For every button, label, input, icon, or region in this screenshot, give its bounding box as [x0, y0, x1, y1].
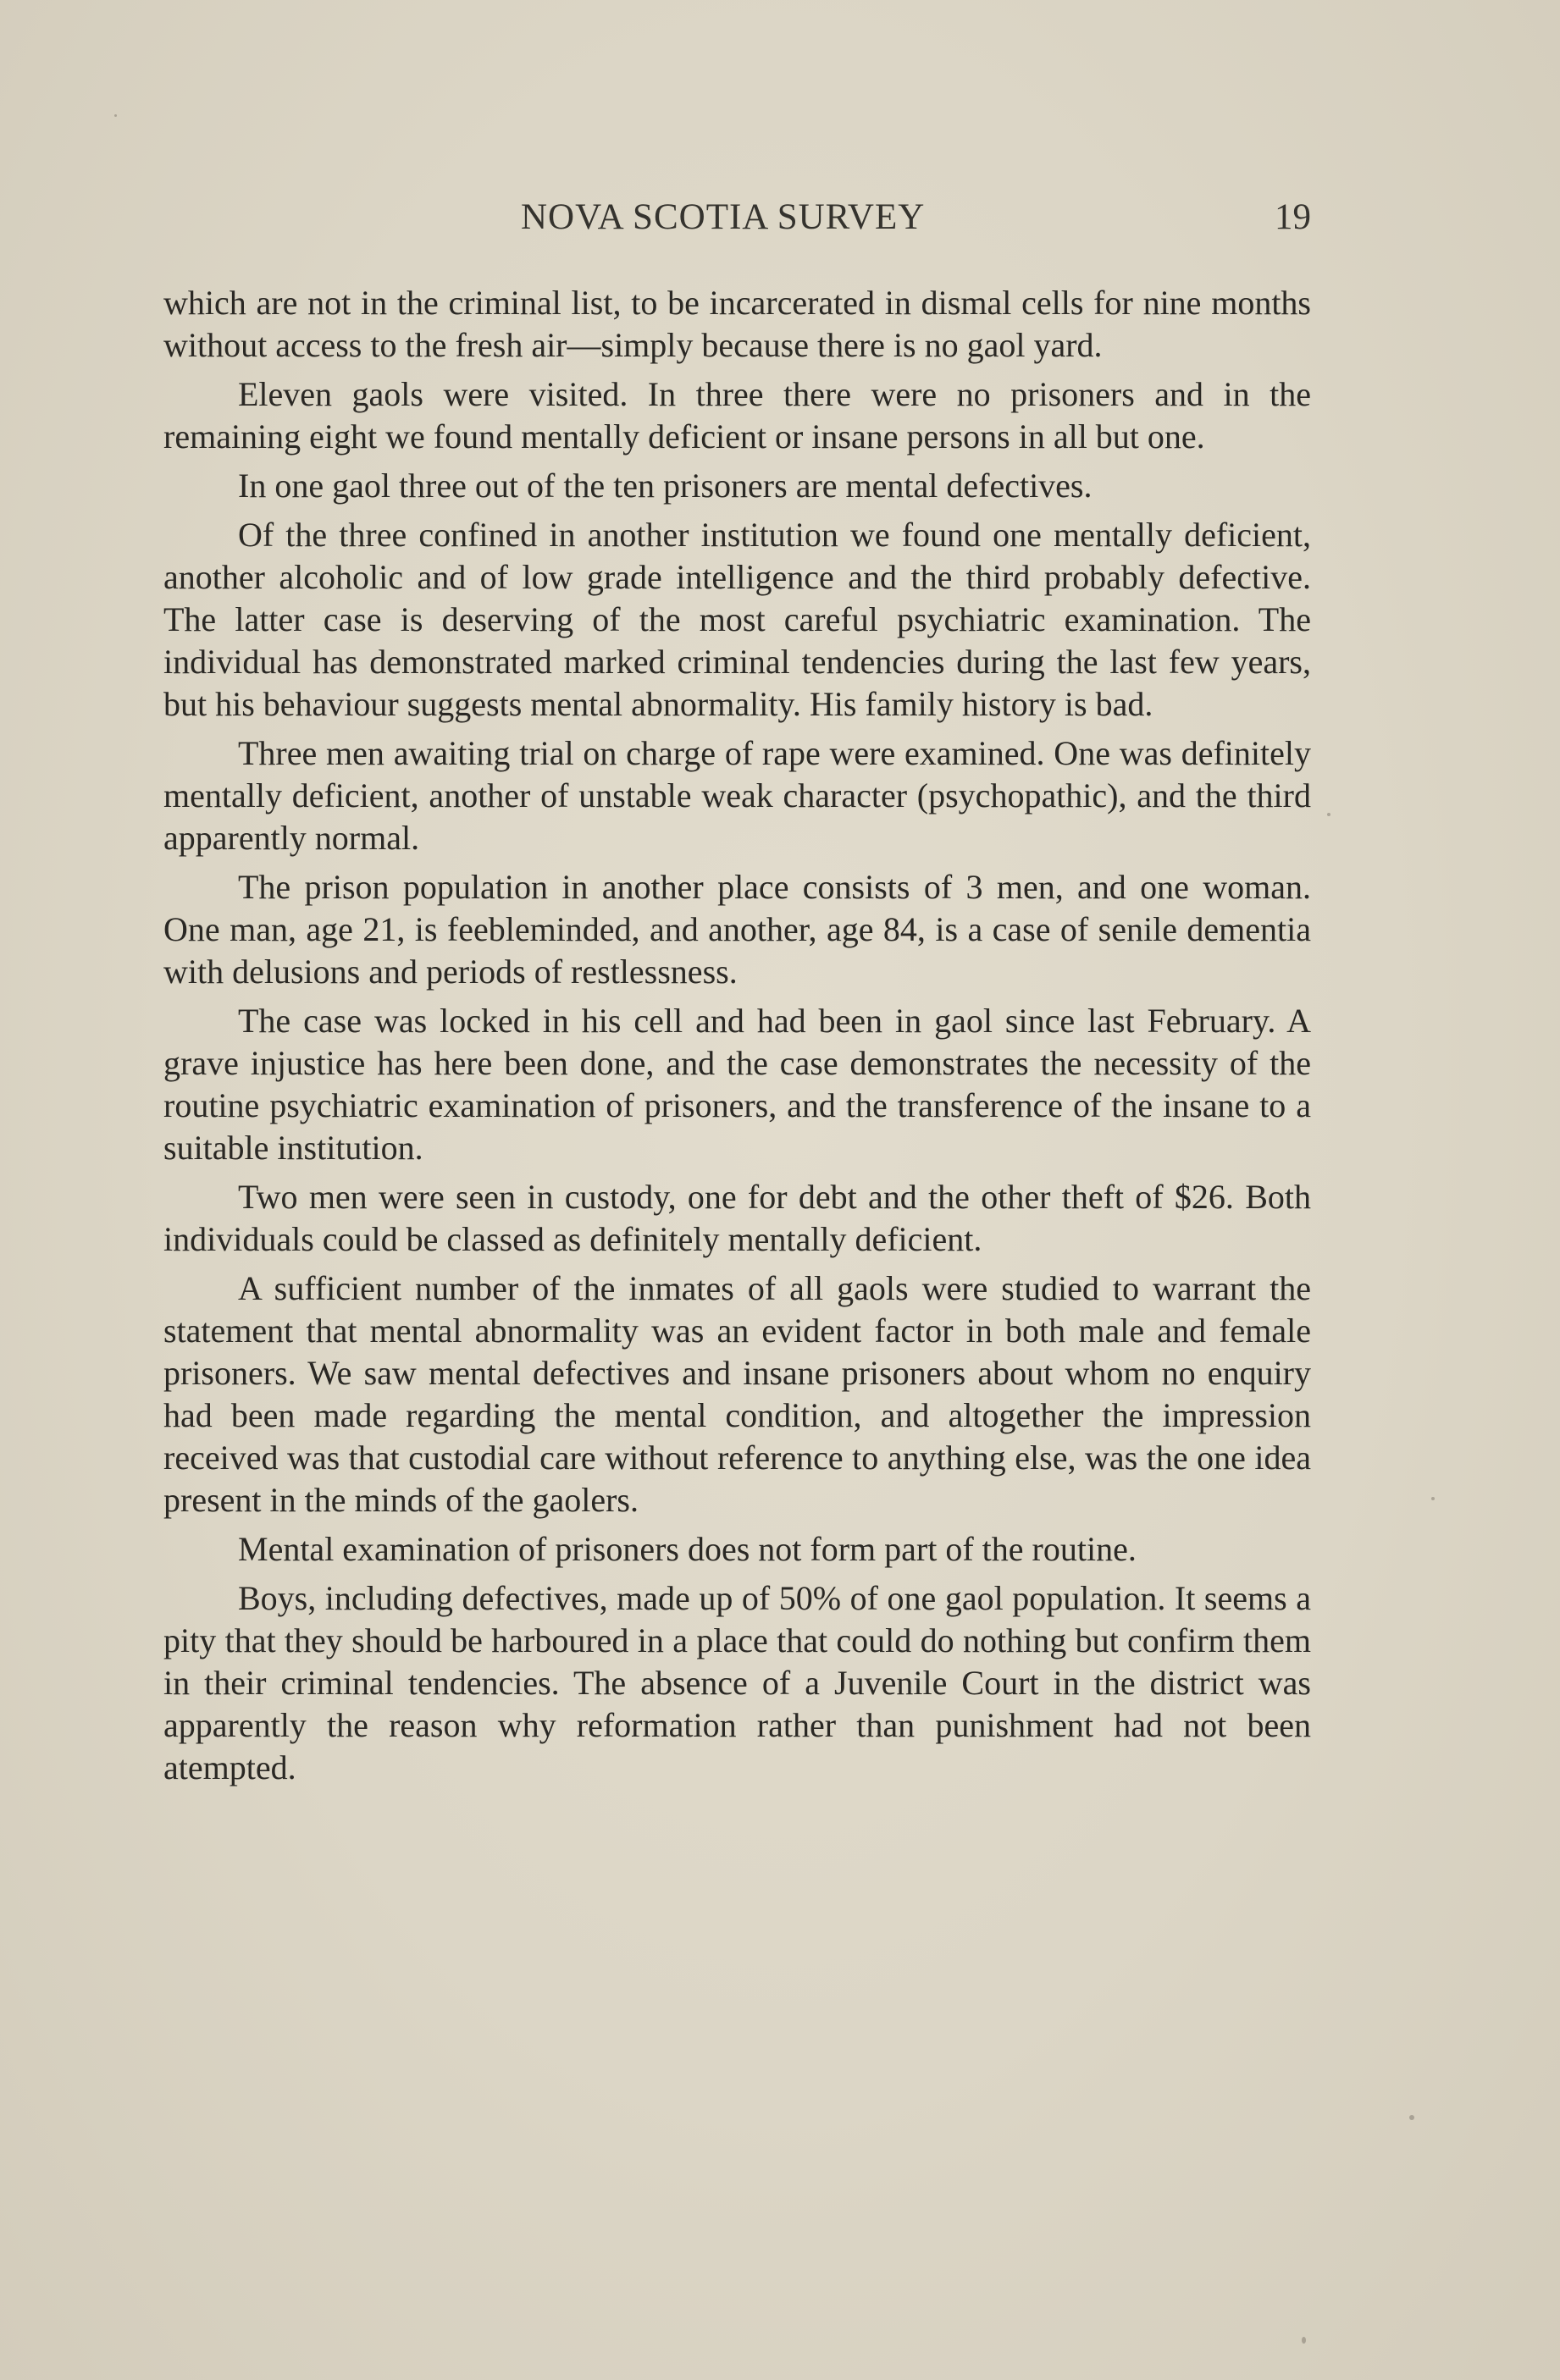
- paragraph: Two men were seen in custody, one for debt and the other theft of $26. Both individuals could be classed as definitely mentally deficient.: [163, 1178, 1311, 1258]
- paragraph: A sufficient number of the inmates of all gaols were studied to warrant the statement that mental abnormality was an evident factor in both male and female prisoners. We saw mental defectives and insane prisoners about whom no enquiry had been made regarding the mental condition, and altogether the impression received was that custodial care without reference to anything else, was the one idea present in the minds of the gaolers.: [163, 1269, 1311, 1519]
- paragraph: Boys, including defectives, made up of 50% of one gaol population. It seems a pity that they should be harboured in a place that could do nothing but confirm them in their criminal tendencies. The absence of a Juvenile Court in the district was apparently the reason why reformation rather than punishment had not been atempted.: [163, 1579, 1311, 1786]
- page-number: 19: [1275, 197, 1311, 237]
- paragraph: In one gaol three out of the ten prisoners are mental defectives.: [238, 467, 1093, 505]
- paper-speck: [1327, 813, 1330, 816]
- paper-speck: [1302, 2337, 1306, 2344]
- paragraph: The case was locked in his cell and had been in gaol since last February. A grave injustice has here been done, and the case demonstrates the necessity of the routine psychiatric examination of prisoners, and the transference of the insane to a suitable institution.: [163, 1002, 1311, 1167]
- paragraph: The prison population in another place consists of 3 men, and one woman. One man, age 21, is feebleminded, and another, age 84, is a case of senile dementia with delusions and periods of restlessness.: [163, 868, 1311, 991]
- paper-speck: [114, 114, 117, 117]
- paragraph: Mental examination of prisoners does not form part of the routine.: [238, 1530, 1137, 1568]
- paper-speck: [1431, 1497, 1435, 1500]
- running-head: NOVA SCOTIA SURVEY: [521, 197, 926, 237]
- paragraph: Three men awaiting trial on charge of rape were examined. One was definitely mentally deficient, another of unstable weak character (psychopathic), and the third apparently normal.: [163, 734, 1311, 857]
- paper-speck: [1409, 2115, 1414, 2120]
- paragraph: Eleven gaols were visited. In three there were no prisoners and in the remaining eight we found mentally deficient or insane persons in all but one.: [163, 375, 1311, 456]
- paragraph: which are not in the criminal list, to be incarcerated in dismal cells for nine months without access to the fresh air—simply because there is no gaol yard.: [163, 284, 1311, 364]
- body-text: [163, 282, 1311, 1796]
- paragraph: Of the three confined in another institution we found one mentally deficient, another alcoholic and of low grade intelligence and the third probably defective. The latter case is deserving of the most careful psychiatric examination. The individual has demonstrated marked criminal tendencies during the last few years, but his behaviour suggests mental abnormality. His family history is bad.: [163, 516, 1311, 723]
